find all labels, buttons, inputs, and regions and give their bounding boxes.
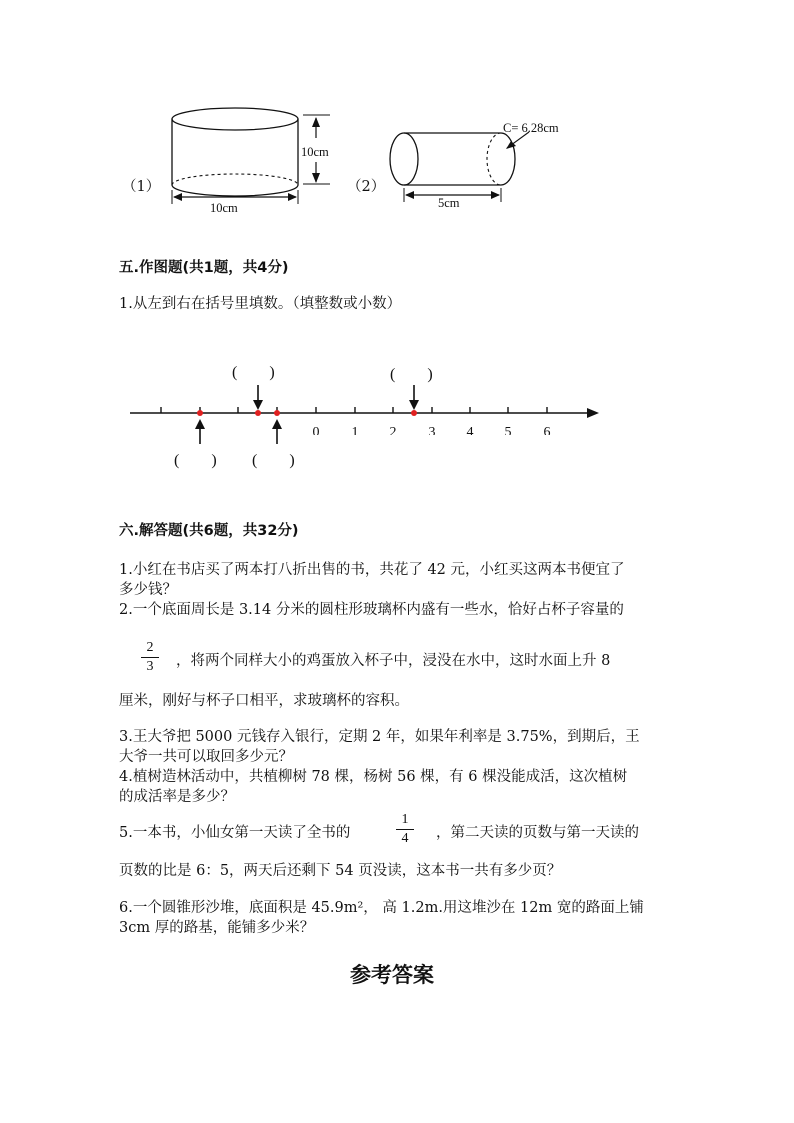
section-6-heading: 六.解答题(共6题，共32分) xyxy=(119,523,299,539)
q5-line-2: 页数的比是 6：5，两天后还剩下 54 页没读，这本书一共有多少页？ xyxy=(119,863,562,879)
fraction-one-quarter xyxy=(396,812,414,847)
q5-line-1a: 5.一本书，小仙女第一天读了全书的 xyxy=(119,825,351,841)
circumference-label: C= 6.28cm xyxy=(503,121,559,135)
red-point-1 xyxy=(197,410,203,416)
up-arrow-1 xyxy=(192,418,208,446)
answer-key-title: 参考答案 xyxy=(350,963,434,987)
section-5-heading: 五.作图题(共1题，共4分) xyxy=(119,260,289,276)
fraction-numerator: 1 xyxy=(401,812,409,827)
q6-line-1: 6.一个圆锥形沙堆，底面积是 45.9m²， 高 1.2m.用这堆沙在 12m 宽的路面上铺 xyxy=(119,900,644,916)
q2-line-2: ，将两个同样大小的鸡蛋放入杯子中，浸没在水中，这时水面上升 8 xyxy=(176,653,611,669)
fraction-numerator: 2 xyxy=(146,640,154,655)
tick-label-5: 5 xyxy=(504,425,512,435)
tick-label-1: 1 xyxy=(351,425,359,435)
q5-line-1b: ，第二天读的页数与第一天读的 xyxy=(436,825,639,841)
tick-label-6: 6 xyxy=(543,425,551,435)
diameter-label: 10cm xyxy=(210,201,238,215)
tick-label-0: 0 xyxy=(312,425,320,435)
tick-label-2: 2 xyxy=(389,425,397,435)
figure-1-label: （1） xyxy=(122,179,161,195)
q4-line-1: 4.植树造林活动中，共植柳树 78 棵，杨树 56 棵，有 6 棵没能成活，这次植树 xyxy=(119,769,628,785)
answer-blank-1[interactable]: ( ) xyxy=(232,364,275,381)
cylinder-figure-1 xyxy=(160,100,380,220)
fraction-denominator: 4 xyxy=(401,831,409,846)
q2-line-3: 厘米，刚好与杯子口相平，求玻璃杯的容积。 xyxy=(119,693,409,709)
q3-line-1: 3.王大爷把 5000 元钱存入银行，定期 2 年，如果年利率是 3.75%，到期后，王 xyxy=(119,729,640,745)
q6-line-2: 3cm 厚的路基，能铺多少米？ xyxy=(119,920,315,936)
q1-line-2: 多少钱？ xyxy=(119,582,177,598)
length-label: 5cm xyxy=(438,196,460,210)
q4-line-2: 的成活率是多少？ xyxy=(119,789,235,805)
answer-blank-2[interactable]: ( ) xyxy=(390,366,433,383)
q1-line-1: 1.小红在书店买了两本打八折出售的书，共花了 42 元，小红买这两本书便宜了 xyxy=(119,562,625,578)
height-label: 10cm xyxy=(301,145,329,159)
q3-line-2: 大爷一共可以取回多少元？ xyxy=(119,749,293,765)
red-point-3 xyxy=(274,410,280,416)
section-5-question-1: 1.从左到右在括号里填数。（填整数或小数） xyxy=(119,296,402,312)
answer-blank-3[interactable]: ( ) xyxy=(174,452,217,469)
up-arrow-2 xyxy=(269,418,285,446)
answer-blank-4[interactable]: ( ) xyxy=(252,452,295,469)
fraction-denominator: 3 xyxy=(146,659,154,674)
down-arrow-2 xyxy=(406,383,422,411)
figure-2-label: （2） xyxy=(347,179,386,195)
tick-label-4: 4 xyxy=(466,425,474,435)
tick-label-3: 3 xyxy=(428,425,436,435)
q2-line-1: 2.一个底面周长是 3.14 分米的圆柱形玻璃杯内盛有一些水，恰好占杯子容量的 xyxy=(119,602,624,618)
fraction-two-thirds xyxy=(141,640,159,675)
down-arrow-1 xyxy=(250,383,266,411)
